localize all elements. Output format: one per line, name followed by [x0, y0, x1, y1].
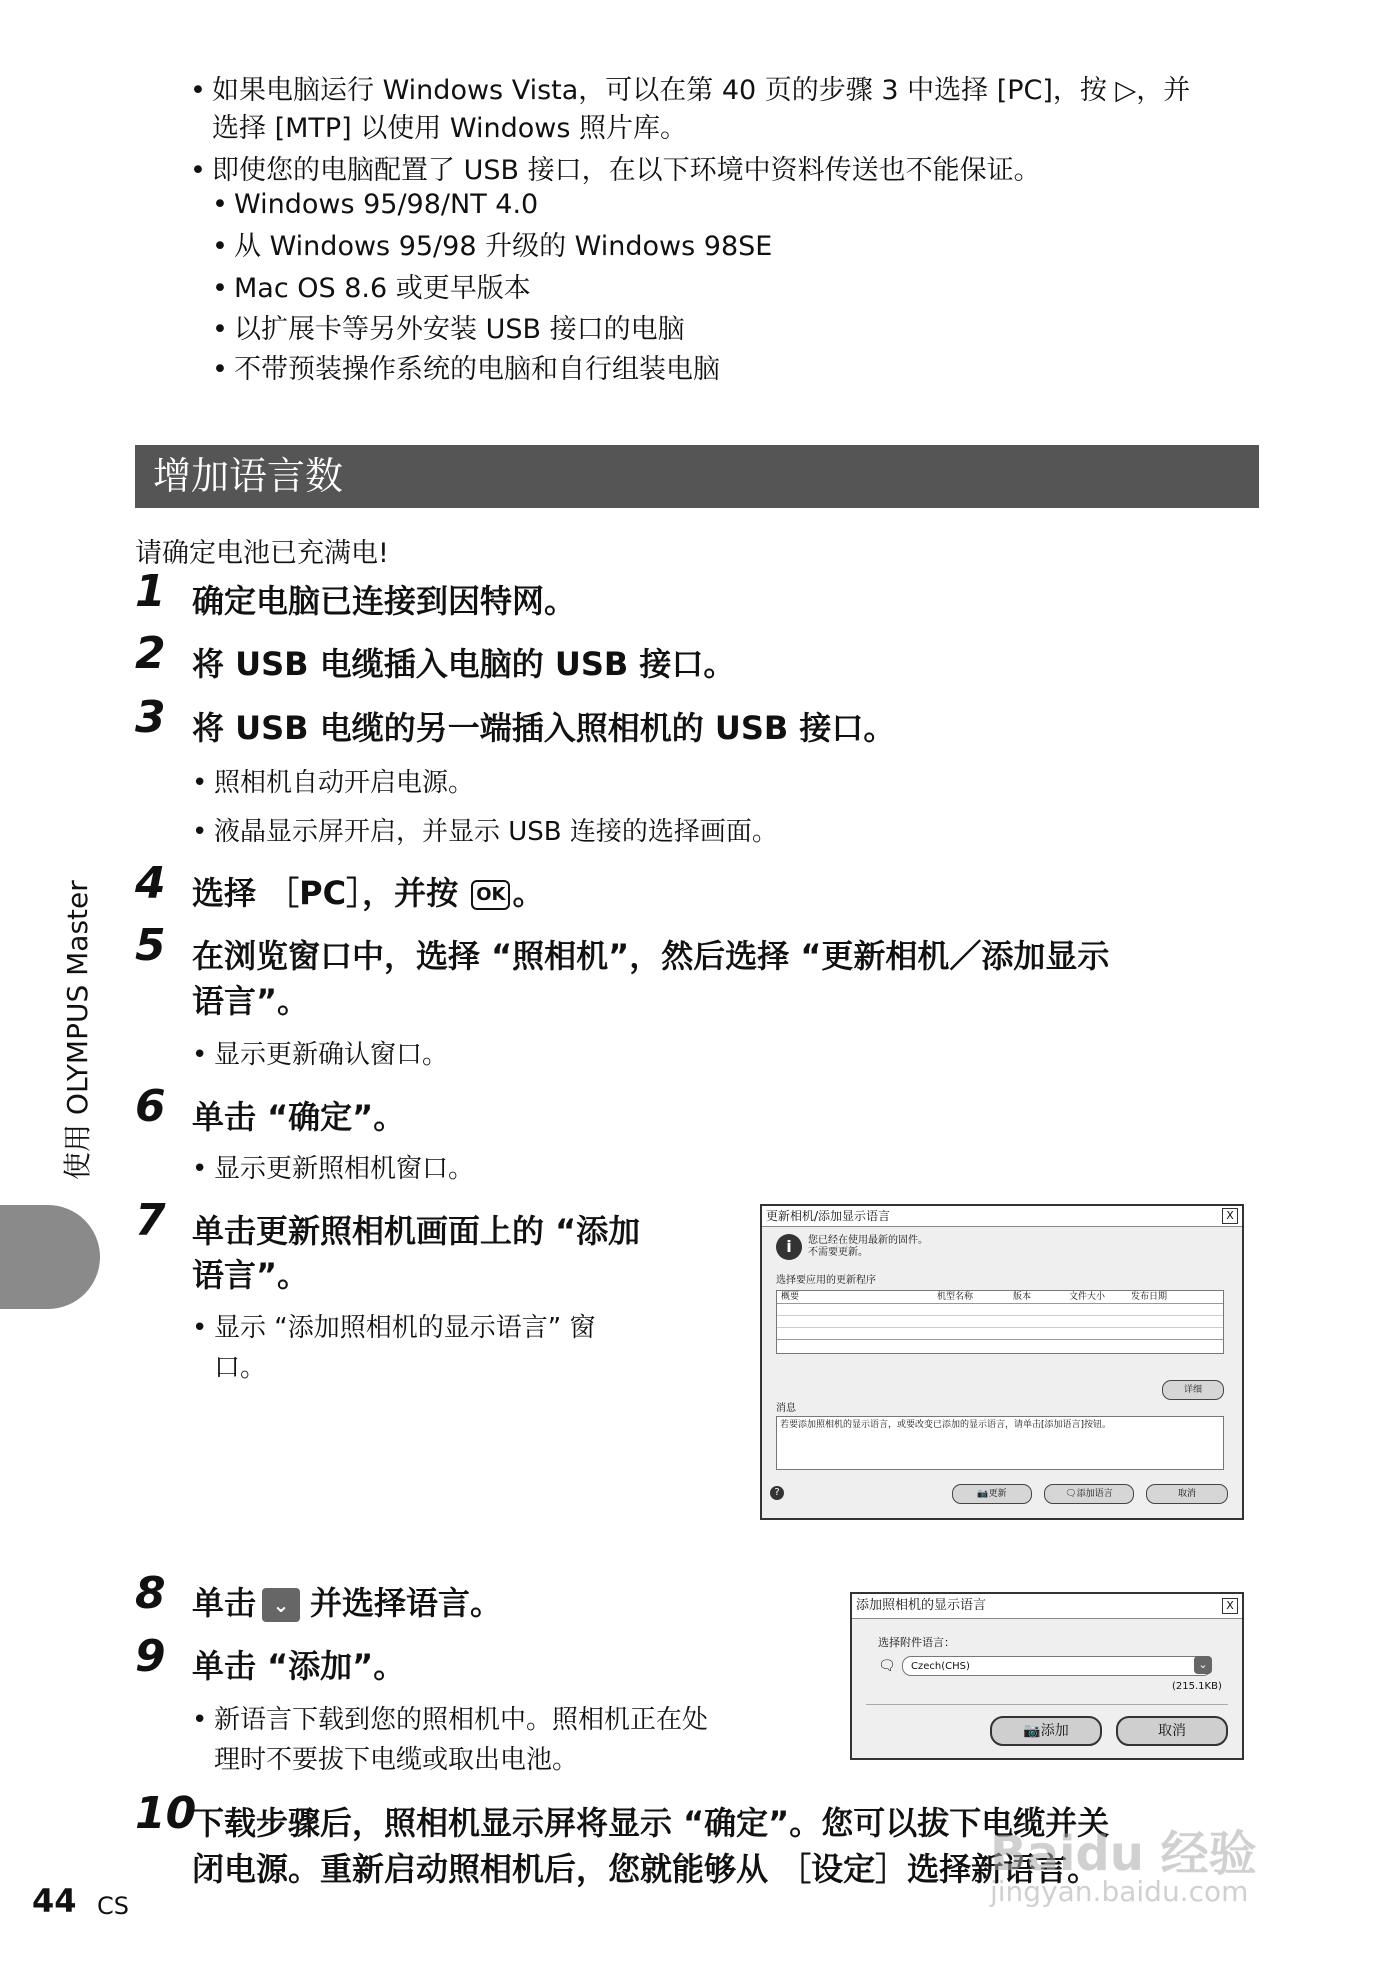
dialog-msg-line2: 不需要更新。: [808, 1247, 868, 1258]
language-label: 选择附件语言：: [878, 1636, 955, 1649]
column-header: 文件大小: [1069, 1292, 1106, 1302]
dialog-titlebar: [852, 1594, 1242, 1619]
step-7-line1: 单击更新照相机画面上的 “添加: [192, 1212, 641, 1250]
dialog-title: 更新相机/添加显示语言: [766, 1209, 891, 1223]
step-8-post: 并选择语言。: [310, 1584, 503, 1622]
step-9-sub1-line2: 理时不要拔下电缆或取出电池。: [214, 1745, 579, 1775]
step-10-line1: 下载步骤后，照相机显示屏将显示 “确定”。您可以拔下电缆并关: [192, 1804, 1110, 1842]
language-icon: 🗨: [878, 1658, 896, 1674]
env-item-text: 以扩展卡等另外安装 USB 接口的电脑: [234, 314, 685, 345]
step-9-text: 单击 “添加”。: [192, 1647, 406, 1685]
env-item-text: Windows 95/98/NT 4.0: [234, 189, 539, 220]
step-7-sub1-line2: 口。: [214, 1353, 267, 1383]
step-3-sub2-text: 液晶显示屏开启，并显示 USB 连接的选择画面。: [214, 817, 778, 847]
ok-button-icon: OK: [471, 880, 510, 910]
env-item: • Mac OS 8.6 或更早版本: [212, 273, 531, 304]
step-number: 3: [135, 692, 166, 743]
intro-bullet-2-text: 即使您的电脑配置了 USB 接口，在以下环境中资料传送也不能保证。: [212, 155, 1041, 186]
step-10-line2: 闭电源。重新启动照相机后，您就能够从 ［设定］选择新语言。: [192, 1850, 1100, 1888]
battery-note: 请确定电池已充满电!: [135, 538, 389, 569]
step-number: 4: [135, 858, 166, 909]
chevron-down-icon[interactable]: ⌄: [1194, 1656, 1212, 1674]
column-header: 概要: [781, 1292, 800, 1302]
step-3-sub1-text: 照相机自动开启电源。: [214, 768, 475, 798]
info-icon: i: [776, 1234, 802, 1260]
add-button[interactable]: [990, 1716, 1102, 1746]
env-item: • 以扩展卡等另外安装 USB 接口的电脑: [212, 314, 685, 345]
info-label: 消息: [776, 1403, 796, 1414]
update-table[interactable]: [776, 1290, 1224, 1354]
detail-button[interactable]: 详细: [1162, 1380, 1224, 1400]
step-5-sub1-text: 显示更新确认窗口。: [214, 1040, 449, 1070]
step-number: 5: [135, 920, 166, 971]
env-item-text: 从 Windows 95/98 升级的 Windows 98SE: [234, 231, 773, 262]
section-title: 增加语言数: [135, 445, 1259, 508]
update-button-label: 更新: [988, 1489, 1007, 1499]
chapter-tab: [0, 1205, 100, 1309]
dialog-title: 添加照相机的显示语言: [856, 1598, 987, 1613]
dialog-msg-line1: 您已经在使用最新的固件。: [808, 1235, 928, 1246]
intro-bullet-2: • 即使您的电脑配置了 USB 接口，在以下环境中资料传送也不能保证。: [190, 155, 1041, 186]
add-language-label: 添加语言: [1076, 1489, 1113, 1499]
column-header: 版本: [1013, 1292, 1032, 1302]
language-select[interactable]: [902, 1656, 1212, 1676]
table-caption: 选择要应用的更新程序: [776, 1275, 876, 1286]
close-icon[interactable]: X: [1222, 1208, 1238, 1224]
env-item-text: 不带预装操作系统的电脑和自行组装电脑: [234, 354, 720, 385]
language-icon: 🗨: [1065, 1489, 1077, 1499]
dropdown-arrow-icon: ⌄: [262, 1588, 300, 1622]
step-8-pre: 单击: [192, 1584, 257, 1622]
file-size: (215.1KB): [1172, 1681, 1222, 1692]
chapter-label: 使用 OLYMPUS Master: [61, 880, 94, 1180]
step-3-sub2: • 液晶显示屏开启，并显示 USB 连接的选择画面。: [192, 817, 778, 847]
step-number: 8: [135, 1568, 166, 1619]
help-icon[interactable]: ?: [770, 1486, 784, 1500]
step-5-line1: 在浏览窗口中，选择 “照相机”，然后选择 “更新相机／添加显示: [192, 937, 1110, 975]
info-text: 若要添加照相机的显示语言，或要改变已添加的显示语言，请单击[添加语言]按钮。: [780, 1420, 1112, 1430]
step-number: 10: [135, 1788, 197, 1839]
camera-icon: 📷: [1023, 1723, 1041, 1739]
cancel-button[interactable]: 取消: [1116, 1716, 1228, 1746]
step-7-sub1: • 显示 “添加照相机的显示语言” 窗: [192, 1313, 596, 1343]
step-7-line2: 语言”。: [192, 1256, 310, 1294]
step-3-text: 将 USB 电缆的另一端插入照相机的 USB 接口。: [192, 709, 896, 747]
column-header: 机型名称: [937, 1292, 974, 1302]
update-button[interactable]: [952, 1484, 1032, 1504]
step-2-text: 将 USB 电缆插入电脑的 USB 接口。: [192, 645, 736, 683]
watermark-logo: Baidu 经验: [990, 1826, 1257, 1882]
camera-icon: 📷: [977, 1489, 989, 1499]
env-item-text: Mac OS 8.6 或更早版本: [234, 273, 531, 304]
watermark-url: jingyan.baidu.com: [990, 1875, 1249, 1908]
step-number: 7: [135, 1195, 166, 1246]
step-6-text: 单击 “确定”。: [192, 1098, 406, 1136]
step-5-sub1: • 显示更新确认窗口。: [192, 1040, 449, 1070]
info-textarea[interactable]: [776, 1416, 1224, 1470]
step-4-post: 。: [512, 874, 545, 912]
intro-bullet-1-line2: 选择 [MTP] 以使用 Windows 照片库。: [212, 113, 687, 144]
page-number: 44: [32, 1882, 77, 1920]
update-camera-dialog: [760, 1204, 1244, 1520]
add-language-dialog: [850, 1592, 1244, 1760]
step-3-sub1: • 照相机自动开启电源。: [192, 768, 475, 798]
step-8-text: [192, 1580, 502, 1626]
intro-bullet-1-line1: 如果电脑运行 Windows Vista，可以在第 40 页的步骤 3 中选择 [PC]，按 ▷，并: [212, 75, 1191, 106]
step-6-sub1: • 显示更新照相机窗口。: [192, 1154, 475, 1184]
step-5-line2: 语言”。: [192, 982, 310, 1020]
step-6-sub1-text: 显示更新照相机窗口。: [214, 1154, 475, 1184]
env-item: • 不带预装操作系统的电脑和自行组装电脑: [212, 354, 720, 385]
step-number: 9: [135, 1631, 166, 1682]
step-7-sub1-text: 显示 “添加照相机的显示语言” 窗: [214, 1313, 596, 1343]
step-number: 6: [135, 1081, 166, 1132]
add-language-button[interactable]: [1044, 1484, 1134, 1504]
cancel-button[interactable]: 取消: [1146, 1484, 1228, 1504]
step-4-text: [192, 870, 545, 916]
step-4-pre: 选择 ［PC］，并按: [192, 874, 470, 912]
step-number: 2: [135, 628, 166, 679]
env-item: • 从 Windows 95/98 升级的 Windows 98SE: [212, 231, 773, 262]
step-9-sub1: • 新语言下载到您的照相机中。照相机正在处: [192, 1705, 709, 1735]
close-icon[interactable]: X: [1222, 1598, 1238, 1614]
step-number: 1: [135, 566, 166, 617]
column-header: 发布日期: [1131, 1292, 1168, 1302]
intro-bullet-1: • 如果电脑运行 Windows Vista，可以在第 40 页的步骤 3 中选择 [PC]，按 ▷，并: [190, 75, 1191, 106]
env-item: • Windows 95/98/NT 4.0: [212, 189, 539, 220]
page-language: CS: [97, 1892, 129, 1920]
step-9-sub1-text: 新语言下载到您的照相机中。照相机正在处: [214, 1705, 709, 1735]
step-1-text: 确定电脑已连接到因特网。: [192, 582, 577, 620]
add-button-label: 添加: [1040, 1723, 1069, 1739]
dialog-titlebar: [762, 1206, 1242, 1227]
language-select-value: Czech(CHS): [911, 1661, 970, 1672]
